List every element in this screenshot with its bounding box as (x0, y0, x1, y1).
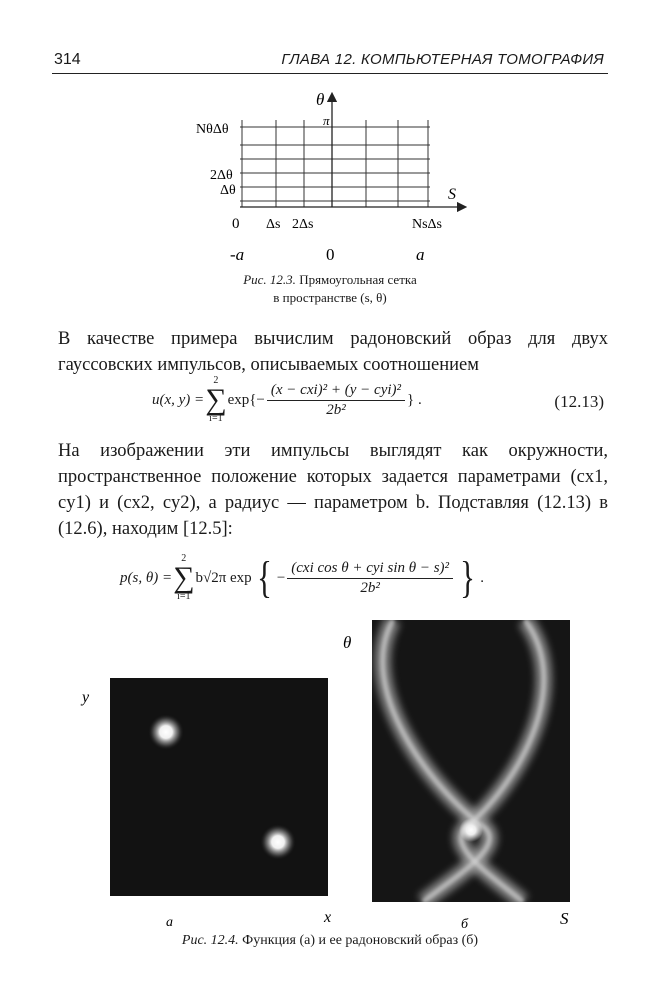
figure-12-4b (335, 618, 590, 933)
caption-4-prefix: Рис. 12.4. (181, 933, 239, 948)
figure-12-4-caption (120, 933, 540, 949)
eq1-sigma: ∑ (205, 383, 227, 416)
left-axis-y: y (82, 689, 90, 706)
x-label-n: NsΔs (412, 217, 443, 232)
eq2-sum-top: 2 (181, 553, 187, 564)
y-label-1: Δθ (220, 183, 236, 198)
eq2-tail: . (480, 569, 484, 586)
grid-lines (240, 105, 430, 207)
range-label-left: -a (230, 245, 245, 264)
eq1-tail: } . (407, 391, 422, 408)
y-label-2: 2Δθ (210, 168, 233, 183)
function-image (110, 678, 328, 896)
figure-12-3-caption (200, 271, 460, 307)
gaussian-pulse-1 (148, 714, 184, 750)
gaussian-pulse-2 (260, 824, 296, 860)
equation-12-13 (152, 372, 422, 428)
x-label-0: 0 (232, 216, 240, 232)
header-rule (52, 73, 608, 74)
right-axis-theta: θ (343, 633, 352, 652)
eq1-sum-top: 2 (213, 375, 219, 386)
left-subfig-label: а (166, 915, 173, 927)
x-label-1: Δs (266, 217, 281, 232)
equation-radon (120, 548, 484, 608)
eq2-fraction (287, 560, 453, 597)
paragraph-2: На изображении эти импульсы выглядят как окружности, пространственное положение которых задается параметрами (cx1, cy1) и (cx2, cy2), а радиус — параметром b. Подставляя (12.13) в (12.6), находим [12.5]: (58, 441, 608, 539)
eq1-denominator: 2b² (326, 401, 346, 418)
eq2-right-brace: } (460, 553, 476, 602)
right-axis-s: S (560, 909, 569, 928)
eq2-sigma: ∑ (173, 561, 195, 594)
range-label-mid: 0 (326, 245, 335, 264)
eq1-sum-bottom: i=1 (209, 413, 223, 424)
left-axis-x: x (324, 909, 332, 926)
eq2-minus: − (276, 569, 286, 586)
eq1-fraction (267, 382, 405, 419)
eq2-denominator: 2b² (360, 579, 380, 596)
caption-prefix: Рис. 12.3. (243, 272, 296, 287)
eq2-lhs: p(s, θ) = (120, 569, 173, 586)
intersection-spot (459, 818, 483, 842)
figure-12-3-grid (190, 85, 480, 275)
eq2-sum-bottom: i=1 (177, 591, 191, 602)
right-subfig-label: б (461, 917, 469, 932)
paragraph-1: В качестве примера вычислим радоновский образ для двух гауссовских импульсов, описываемых соотношением (58, 329, 608, 375)
eq2-factor: b√2π exp (195, 569, 252, 586)
range-label-right: a (416, 245, 425, 264)
eq2-left-brace: { (256, 553, 272, 602)
chapter-title: ГЛАВА 12. КОМПЬЮТЕРНАЯ ТОМОГРАФИЯ (281, 51, 604, 68)
s-axis-label: S (448, 186, 456, 203)
eq1-sum (205, 376, 226, 424)
eq1-numerator: (x − cxi)² + (y − cyi)² (267, 382, 405, 401)
pi-label: π (323, 113, 330, 128)
x-label-2: 2Δs (292, 217, 314, 232)
y-label-top: NθΔθ (196, 122, 229, 137)
caption-line-2: в пространстве (s, θ) (273, 290, 387, 305)
eq2-numerator: (cxi cos θ + cyi sin θ − s)² (287, 560, 453, 579)
page-number: 314 (54, 51, 81, 68)
eq2-sum (173, 554, 194, 602)
caption-4-text: Функция (а) и ее радоновский образ (б) (242, 933, 479, 948)
equation-number: (12.13) (554, 392, 604, 411)
eq1-lhs: u(x, y) = (152, 391, 205, 408)
caption-line-1: Прямоугольная сетка (299, 272, 417, 287)
figure-12-4a (70, 672, 350, 927)
eq1-exp: exp{− (227, 391, 265, 408)
theta-axis-label: θ (316, 90, 325, 109)
